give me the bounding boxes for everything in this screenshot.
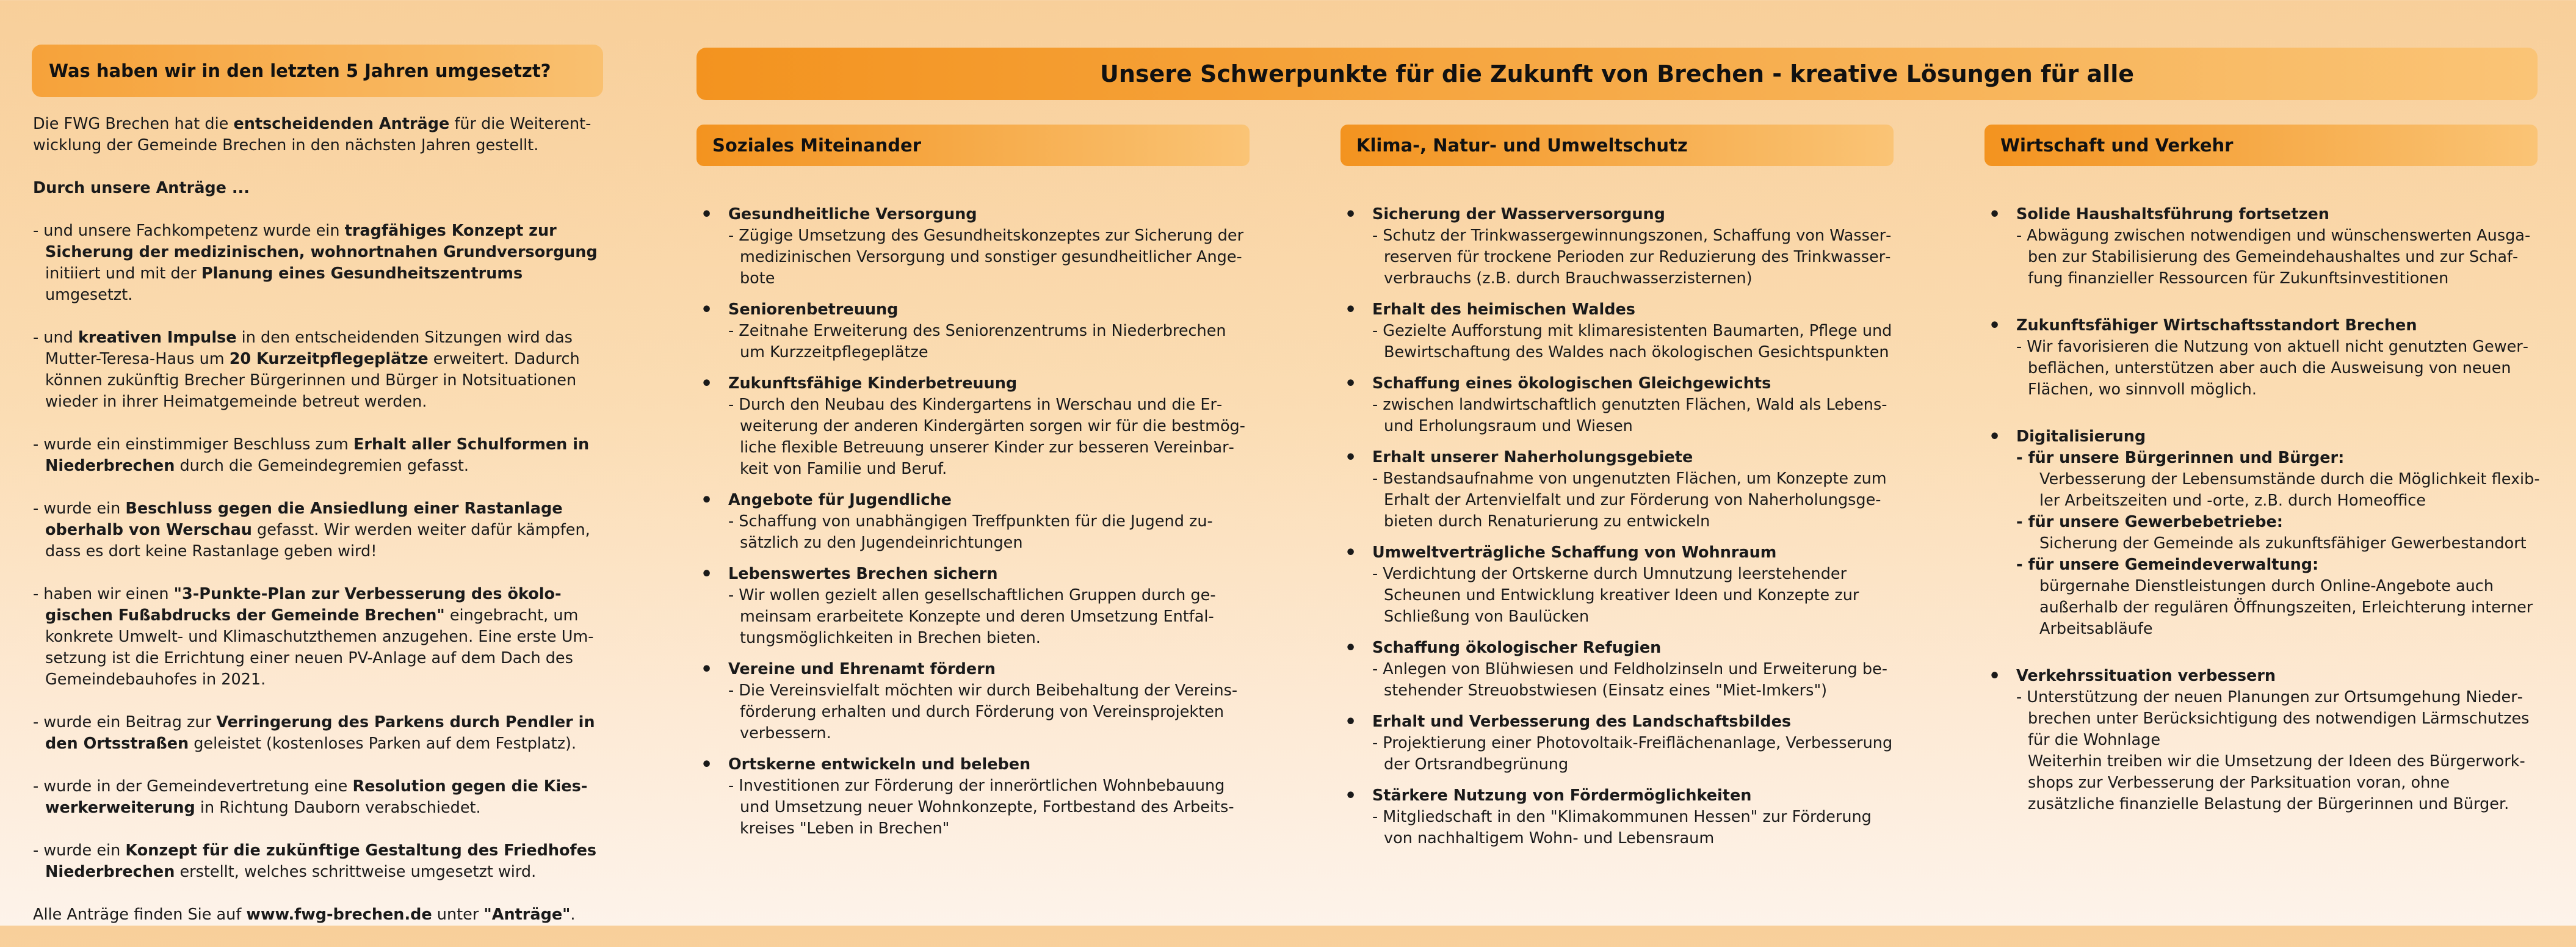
- topic-item: • Gesundheitliche Versorgung - Zügige Umsetzung des Gesundheitskonzeptes zur Sicherung der medizinischen Versorgung und sonstiger gesundheitlicher Angebote: [701, 204, 1253, 289]
- topic-item: • Seniorenbetreuung - Zeitnahe Erweiterung des Seniorenzentrums in Niederbrechen um Kurzzeitpflegeplätze: [701, 299, 1253, 363]
- column-header-climate: [1340, 125, 1894, 166]
- left-header-text: Was haben wir in den letzten 5 Jahren umgesetzt?: [49, 60, 551, 81]
- topic-item: • Sicherung der Wasserversorgung - Schutz der Trinkwassergewinnungszonen, Schaffung von Wasserreserven für trockene Perioden zur Reduzierung des Trinkwasserverbrauchs (z.B. durch Brauchwasserzisternen): [1345, 204, 1897, 289]
- subheading: Durch unsere Anträge ...: [33, 179, 250, 197]
- topic-item: • Vereine und Ehrenamt fördern - Die Vereinsvielfalt möchten wir durch Beibehaltung der Vereinsförderung erhalten und durch Förderung von Vereinsprojekten verbessern.: [701, 659, 1253, 744]
- topic-item: • Ortskerne entwickeln und beleben - Investitionen zur Förderung der innerörtlichen Wohnbebauung und Umsetzung neuer Wohnkonzepte, Fortbestand des Arbeitskreises "Leben in Brechen": [701, 754, 1253, 840]
- column-header-text: Soziales Miteinander: [712, 135, 922, 156]
- achievement-item: - wurde in der Gemeindevertretung eine Resolution gegen die Kieswerkerweiterung in Richtung Dauborn verabschiedet.: [33, 777, 588, 817]
- topic-item-digitalisierung: • Digitalisierung - für unsere Bürgerinnen und Bürger: Verbesserung der Lebensumstände durch die Möglichkeit flexibler Arbeitszeiten und -orte, z.B. durch Homeoffice - für unsere Gewerbebetriebe: Sicherung der Gemeinde als zukunftsfähiger Gewerbestandort - für unsere Gemeindeverwaltung: bürgernahe Dienstleistungen durch Online-Angebote auch außerhalb der regulären Öffnungszeiten, Erleichterung interner Arbeitsabläufe: [1989, 426, 2541, 640]
- topic-item: • Schaffung ökologischer Refugien - Anlegen von Blühwiesen und Feldholzinseln und Erweiterung bestehender Streuobstwiesen (Einsatz eines "Miet-Imkers"): [1345, 637, 1897, 702]
- column-economy: [1989, 204, 2541, 841]
- achievement-item: - wurde ein einstimmiger Beschluss zum Erhalt aller Schulformen in Niederbrechen durch die Gemeindegremien gefasst.: [33, 435, 590, 475]
- column-header-text: Klima-, Natur- und Umweltschutz: [1356, 135, 1688, 156]
- achievement-item: - und unsere Fachkompetenz wurde ein tragfähiges Konzept zur Sicherung der medizinischen, wohnortnahen Grundversorgung initiiert und mit der Planung eines Gesundheitszentrums umgesetzt.: [33, 222, 598, 304]
- achievement-item: - und kreativen Impulse in den entscheidenden Sitzungen wird das Mutter-Teresa-Haus um 20 Kurzeitpflegeplätze erweitert. Dadurch können zukünftig Brecher Bürgerinnen und Bürger in Notsituationen wieder in ihrer Heimatgemeinde betreut werden.: [33, 328, 580, 411]
- sub-item: - für unsere Gewerbebetriebe: Sicherung der Gemeinde als zukunftsfähiger Gewerbestandort: [2016, 513, 2527, 553]
- achievement-item: - wurde ein Beitrag zur Verringerung des Parkens durch Pendler in den Ortsstraßen geleistet (kostenloses Parken auf dem Festplatz).: [33, 713, 595, 753]
- topic-item: • Erhalt des heimischen Waldes - Gezielte Aufforstung mit klimaresistenten Baumarten, Pflege und Bewirtschaftung des Waldes nach ökologischen Gesichtspunkten: [1345, 299, 1897, 363]
- topic-item: • Zukunftsfähiger Wirtschaftsstandort Brechen - Wir favorisieren die Nutzung von aktuell nicht genutzten Gewerbeflächen, unterstützen aber auch die Ausweisung von neuen Flächen, wo sinnvoll möglich.: [1989, 315, 2541, 401]
- website-link[interactable]: www.fwg-brechen.de: [246, 905, 432, 924]
- sub-item: - für unsere Bürgerinnen und Bürger: Verbesserung der Lebensumstände durch die Möglichkeit flexibler Arbeitszeiten und -orte, z.B. durch Homeoffice: [2016, 449, 2540, 510]
- sub-item: - für unsere Gemeindeverwaltung: bürgernahe Dienstleistungen durch Online-Angebote auch außerhalb der regulären Öffnungszeiten, Erleichterung interner Arbeitsabläufe: [2016, 556, 2533, 638]
- achievements-section: [33, 114, 601, 947]
- column-header-text: Wirtschaft und Verkehr: [2000, 135, 2234, 156]
- column-header-economy: [1984, 125, 2538, 166]
- achievement-item: - wurde ein Beschluss gegen die Ansiedlung einer Rastanlage oberhalb von Werschau gefasst. Wir werden weiter dafür kämpfen, dass es dort keine Rastanlage geben wird!: [33, 499, 590, 561]
- topic-item: • Umweltverträgliche Schaffung von Wohnraum - Verdichtung der Ortskerne durch Umnutzung leerstehender Scheunen und Entwicklung kreativer Ideen und Konzepte zur Schließung von Baulücken: [1345, 542, 1897, 628]
- topic-item: • Erhalt und Verbesserung des Landschaftsbildes - Projektierung einer Photovoltaik-Freiflächenanlage, Verbesserung der Ortsrandbegrünung: [1345, 711, 1897, 775]
- topic-item: • Angebote für Jugendliche - Schaffung von unabhängigen Treffpunkten für die Jugend zusätzlich zu den Jugendeinrichtungen: [701, 490, 1253, 554]
- column-header-social: [696, 125, 1250, 166]
- column-social: [701, 204, 1253, 849]
- topic-list: [701, 204, 1253, 840]
- topic-list: [1345, 204, 1897, 849]
- main-header-text: Unsere Schwerpunkte für die Zukunft von Brechen - kreative Lösungen für alle: [1099, 60, 2135, 87]
- achievement-item: - haben wir einen "3-Punkte-Plan zur Verbesserung des ökologischen Fußabdrucks der Gemeinde Brechen" eingebracht, um konkrete Umwelt- und Klimaschutzthemen anzugehen. Eine erste Umsetzung ist die Errichtung einer neuen PV-Anlage auf dem Dach des Gemeindebauhofes in 2021.: [33, 585, 594, 689]
- main-header: [696, 48, 2538, 100]
- left-header: [32, 45, 603, 97]
- footer-note: Alle Anträge finden Sie auf www.fwg-brechen.de unter "Anträge".: [33, 905, 576, 924]
- achievement-item: - wurde ein Konzept für die zukünftige Gestaltung des Friedhofes Niederbrechen erstellt, welches schrittweise umgesetzt wird.: [33, 841, 597, 881]
- topic-item: • Solide Haushaltsführung fortsetzen - Abwägung zwischen notwendigen und wünschenswerten Ausgaben zur Stabilisierung des Gemeindehaushaltes und zur Schaffung finanzieller Ressourcen für Zukunftsinvestitionen: [1989, 204, 2541, 289]
- topic-list: [1989, 204, 2541, 815]
- topic-item: • Verkehrssituation verbessern - Unterstützung der neuen Planungen zur Ortsumgehung Niederbrechen unter Berücksichtigung des notwendigen Lärmschutzes für die Wohnlage Weiterhin treiben wir die Umsetzung der Ideen des Bürgerworkshops zur Verbesserung der Parksituation voran, ohne zusätzliche finanzielle Belastung der Bürgerinnen und Bürger.: [1989, 666, 2541, 815]
- topic-item: • Schaffung eines ökologischen Gleichgewichts - zwischen landwirtschaftlich genutzten Flächen, Wald als Lebens und Erholungsraum und Wiesen: [1345, 373, 1897, 437]
- topic-item: • Erhalt unserer Naherholungsgebiete - Bestandsaufnahme von ungenutzten Flächen, um Konzepte zum Erhalt der Artenvielfalt und zur Förderung von Naherholungsgebieten durch Renaturierung zu entwickeln: [1345, 447, 1897, 532]
- topic-item: • Zukunftsfähige Kinderbetreuung - Durch den Neubau des Kindergartens in Werschau und die Erweiterung der anderen Kindergärten sorgen wir für die bestmögliche flexible Betreuung unserer Kinder zur besseren Vereinbarkeit von Familie und Beruf.: [701, 373, 1253, 480]
- topic-item: • Stärkere Nutzung von Fördermöglichkeiten - Mitgliedschaft in den "Klimakommunen Hessen" zur Förderung von nachhaltigem Wohn- und Lebensraum: [1345, 785, 1897, 849]
- topic-item: • Lebenswertes Brechen sichern - Wir wollen gezielt allen gesellschaftlichen Gruppen durch gemeinsam erarbeitete Konzepte und deren Umsetzung Entfaltungsmöglichkeiten in Brechen bieten.: [701, 564, 1253, 649]
- intro-paragraph: Die FWG Brechen hat die entscheidenden Anträge für die Weiterentwicklung der Gemeinde Brechen in den nächsten Jahren gestellt.: [33, 115, 592, 154]
- column-climate: [1345, 204, 1897, 859]
